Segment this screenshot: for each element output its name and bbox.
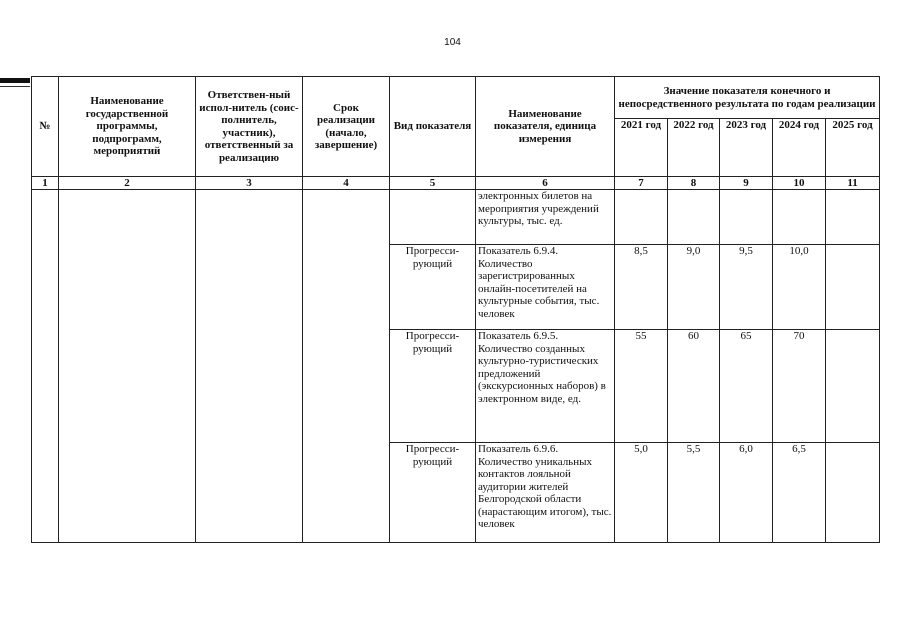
- colnum-6: 6: [476, 177, 615, 190]
- colnum-3: 3: [196, 177, 303, 190]
- header-year-2025: 2025 год: [826, 119, 880, 177]
- scan-edge-mark: [0, 78, 30, 83]
- colnum-5: 5: [390, 177, 476, 190]
- cell-indicator-type: Прогресси-рующий: [390, 330, 476, 443]
- header-indicator-name: Наименование показателя, единица измерения: [476, 77, 615, 177]
- cell-value-2025: [826, 190, 880, 245]
- header-year-2022: 2022 год: [668, 119, 720, 177]
- indicators-table: [31, 76, 880, 543]
- cell-value-2021: [615, 190, 668, 245]
- colnum-11: 11: [826, 177, 880, 190]
- cell-value-2023: 6,0: [720, 443, 773, 543]
- cell-indicator-name: Показатель 6.9.6. Количество уникальных контактов лояльной аудитории жителей Белгородской области (нарастающим итогом), тыс. человек: [476, 443, 615, 543]
- colnum-4: 4: [303, 177, 390, 190]
- scan-edge-line: [0, 86, 30, 87]
- column-numbers-row: [32, 177, 880, 190]
- header-program-name: Наименование государственной программы, подпрограмм, мероприятий: [59, 77, 196, 177]
- header-term: Срок реализации (начало, завершение): [303, 77, 390, 177]
- cell-indicator-name: Показатель 6.9.5. Количество созданных культурно-туристических предложений (экскурсионных наборов) в электронном виде, ед.: [476, 330, 615, 443]
- cell-value-2024: 70: [773, 330, 826, 443]
- colnum-1: 1: [32, 177, 59, 190]
- header-responsible: Ответствен-ный испол-нитель (соис-полнитель, участник), ответственный за реализацию: [196, 77, 303, 177]
- header-indicator-type: Вид показателя: [390, 77, 476, 177]
- page-number: 104: [444, 37, 461, 48]
- cell-program-name: [59, 190, 196, 543]
- colnum-8: 8: [668, 177, 720, 190]
- cell-value-2021: 55: [615, 330, 668, 443]
- cell-responsible: [196, 190, 303, 543]
- cell-no: [32, 190, 59, 543]
- header-year-2023: 2023 год: [720, 119, 773, 177]
- cell-value-2024: 10,0: [773, 245, 826, 330]
- cell-indicator-type: Прогресси-рующий: [390, 443, 476, 543]
- cell-value-2023: 65: [720, 330, 773, 443]
- cell-value-2025: [826, 330, 880, 443]
- cell-value-2021: 5,0: [615, 443, 668, 543]
- cell-value-2022: 9,0: [668, 245, 720, 330]
- cell-value-2025: [826, 443, 880, 543]
- cell-value-2024: [773, 190, 826, 245]
- cell-value-2021: 8,5: [615, 245, 668, 330]
- table-row: [32, 190, 880, 245]
- header-no: №: [32, 77, 59, 177]
- cell-indicator-name: Показатель 6.9.4. Количество зарегистрированных онлайн-посетителей на культурные события, тыс. человек: [476, 245, 615, 330]
- cell-value-2023: 9,5: [720, 245, 773, 330]
- header-year-2021: 2021 год: [615, 119, 668, 177]
- cell-term: [303, 190, 390, 543]
- colnum-9: 9: [720, 177, 773, 190]
- cell-value-2022: 60: [668, 330, 720, 443]
- cell-value-2024: 6,5: [773, 443, 826, 543]
- cell-value-2023: [720, 190, 773, 245]
- cell-indicator-name: электронных билетов на мероприятия учреждений культуры, тыс. ед.: [476, 190, 615, 245]
- cell-value-2022: [668, 190, 720, 245]
- cell-indicator-type: [390, 190, 476, 245]
- header-year-2024: 2024 год: [773, 119, 826, 177]
- cell-indicator-type: Прогресси-рующий: [390, 245, 476, 330]
- cell-value-2025: [826, 245, 880, 330]
- colnum-2: 2: [59, 177, 196, 190]
- colnum-10: 10: [773, 177, 826, 190]
- header-values: Значение показателя конечного и непосредственного результата по годам реализации: [615, 77, 880, 119]
- colnum-7: 7: [615, 177, 668, 190]
- cell-value-2022: 5,5: [668, 443, 720, 543]
